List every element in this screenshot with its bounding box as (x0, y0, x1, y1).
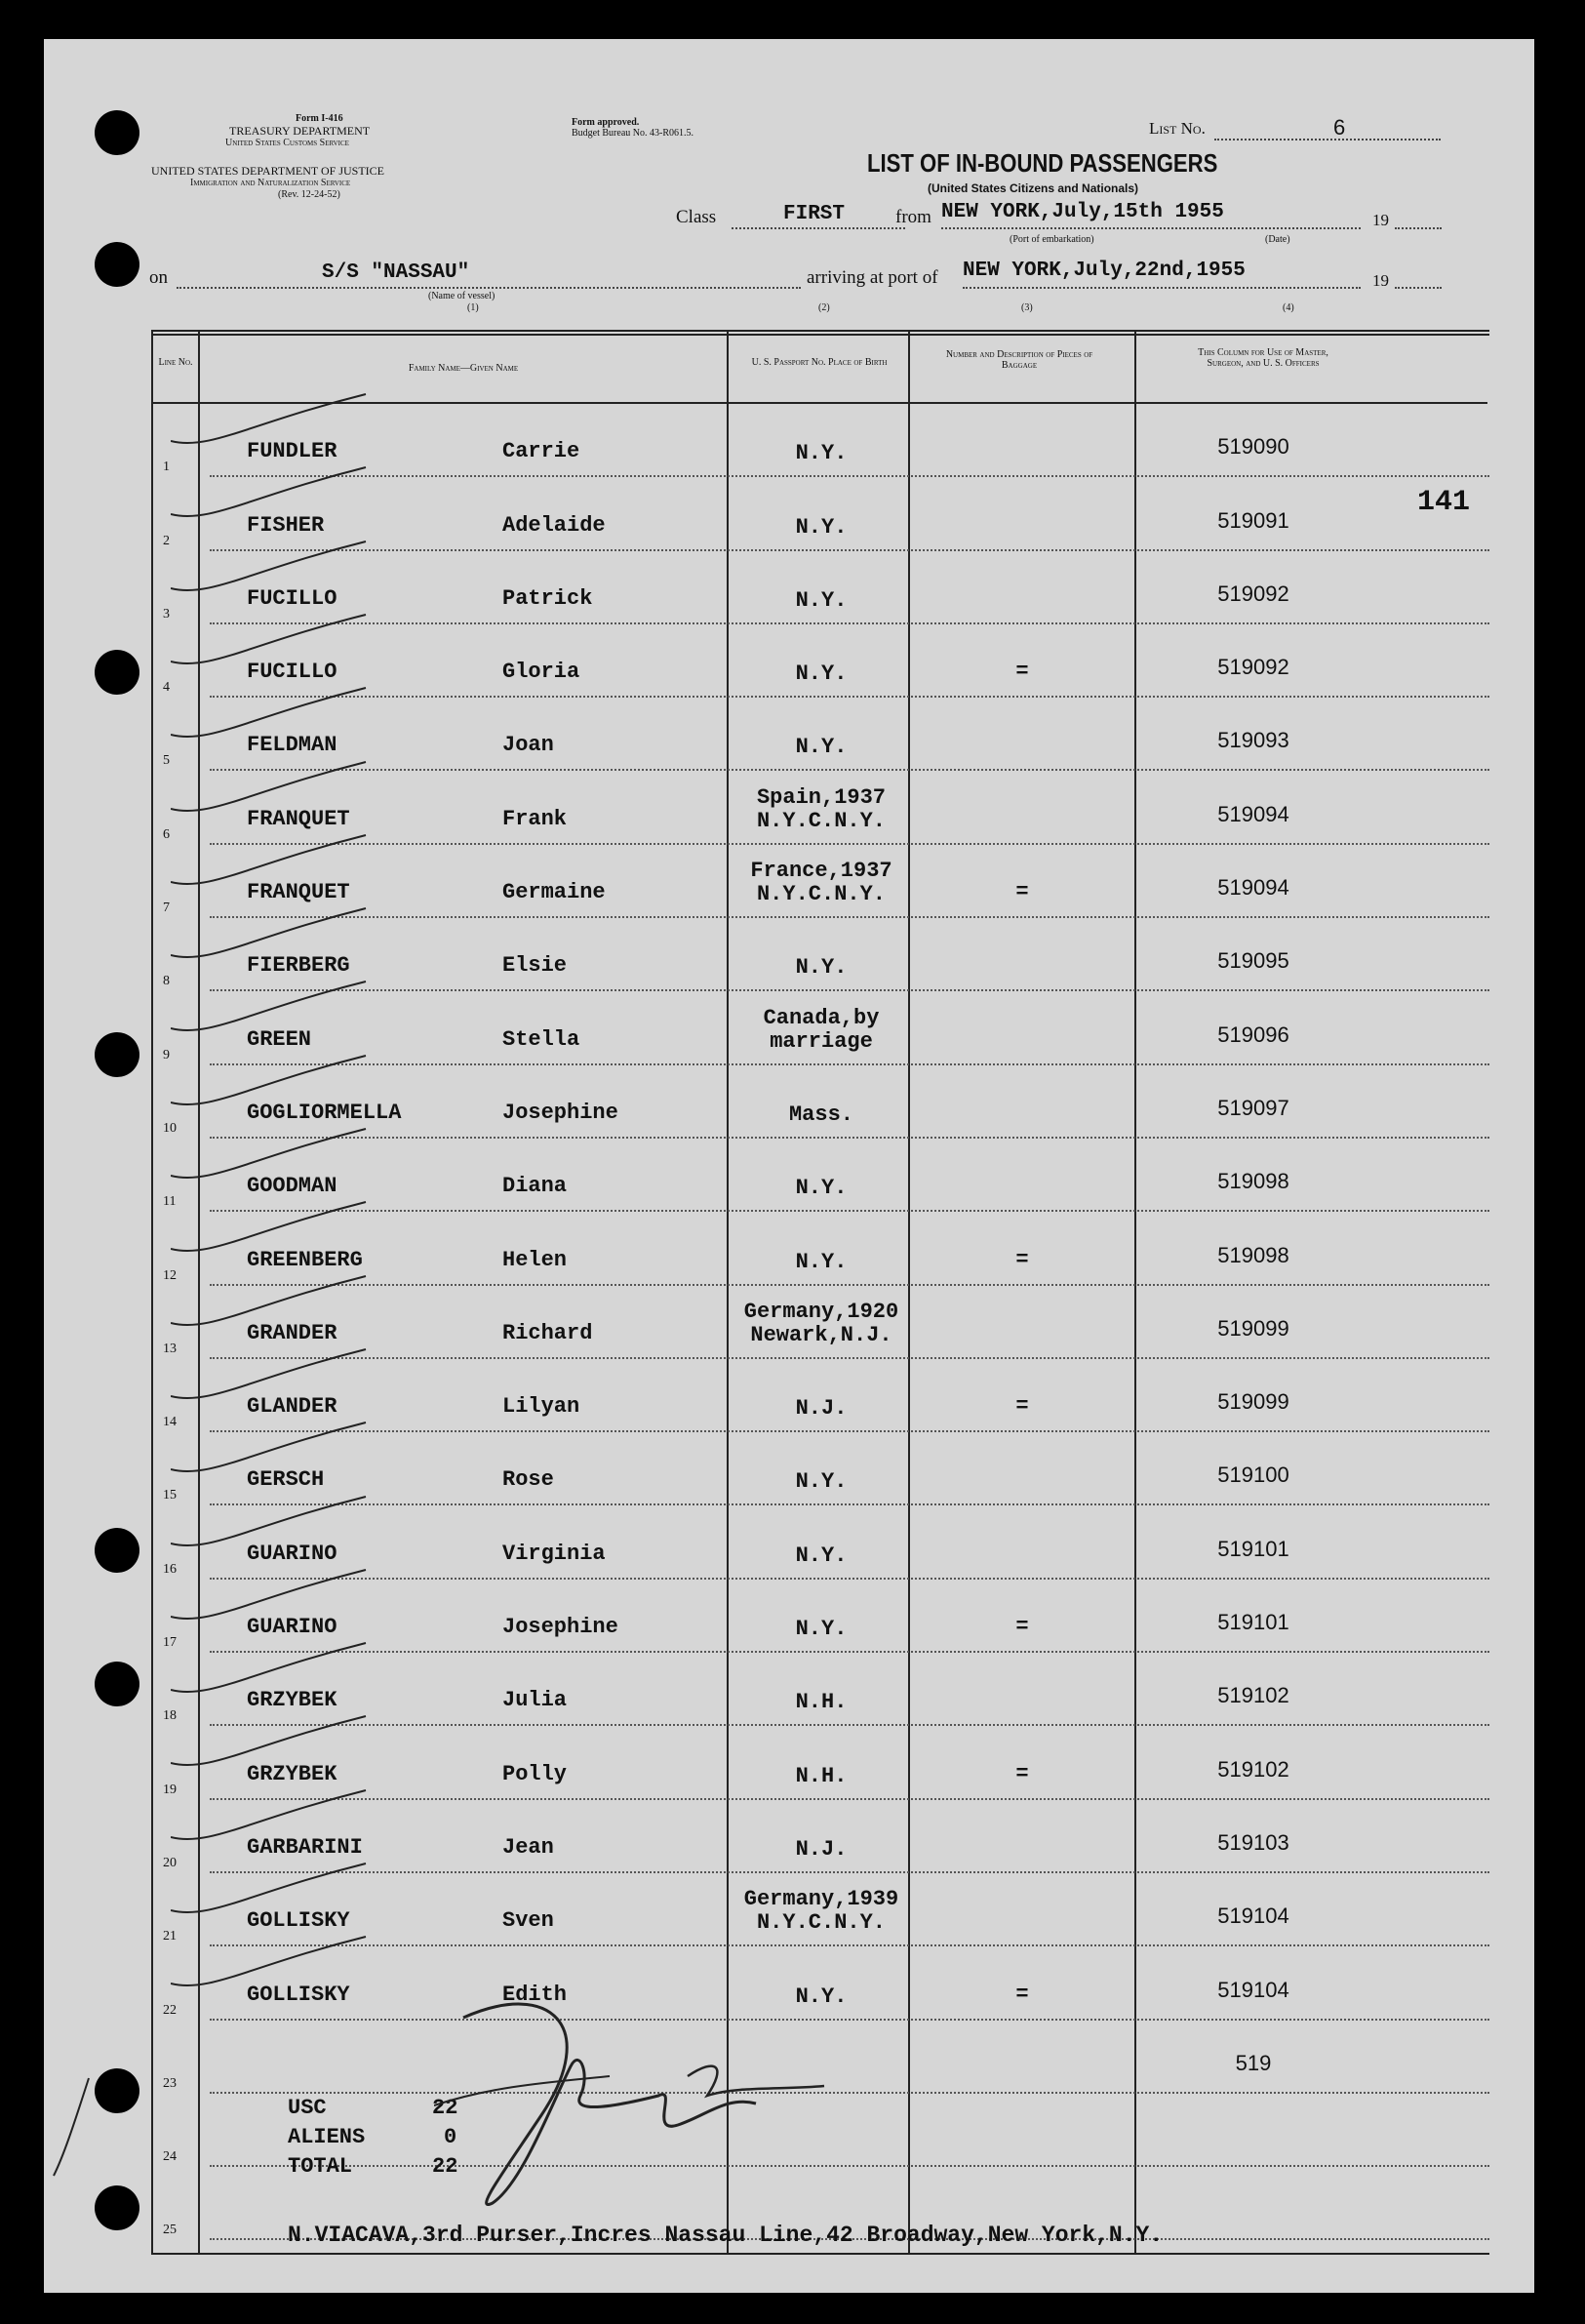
check-mark (171, 1854, 385, 1932)
col-baggage: Number and Description of Pieces of Baggage (945, 349, 1093, 371)
place-of-birth: France,1937 N.Y.C.N.Y. (750, 859, 892, 907)
check-mark (171, 752, 385, 830)
place-of-birth: N.Y. (795, 514, 848, 540)
check-mark (171, 899, 385, 977)
given-name: Helen (502, 1247, 568, 1272)
family-name: GUARINO (247, 1615, 337, 1640)
officer-number: 519100 (1217, 1463, 1289, 1488)
given-name: Sven (502, 1908, 554, 1934)
given-name: Richard (502, 1320, 593, 1345)
officer-number: 519102 (1217, 1683, 1289, 1708)
ins-service: Immigration and Naturalization Service (190, 178, 351, 188)
total-count: 22 (432, 2154, 458, 2179)
col-officers: This Column for Use of Master, Surgeon, and U. S. Officers (1198, 347, 1328, 369)
line-number: 25 (163, 2223, 177, 2238)
index-3: (3) (1021, 302, 1033, 313)
check-mark (171, 1781, 385, 1859)
place-of-birth: N.H. (795, 1690, 848, 1715)
line-number: 8 (163, 974, 170, 989)
place-of-birth: N.Y. (795, 1469, 848, 1495)
place-of-birth: N.Y. (795, 587, 848, 613)
family-name: GLANDER (247, 1394, 337, 1420)
check-mark (171, 1927, 385, 2005)
family-name: FRANQUET (247, 806, 350, 831)
place-of-birth: Spain,1937 N.Y.C.N.Y. (756, 784, 887, 833)
officer-number: 519093 (1217, 728, 1289, 753)
family-name: FISHER (247, 512, 325, 538)
given-name: Adelaide (502, 512, 606, 538)
page-title: LIST OF IN-BOUND PASSENGERS (867, 148, 1218, 178)
given-name: Joan (502, 733, 554, 758)
line-number: 21 (163, 1929, 177, 1944)
check-mark (171, 1046, 385, 1124)
family-name: GOLLISKY (247, 1908, 350, 1934)
family-name: GOLLISKY (247, 1982, 350, 2007)
officer-number: 519 (1235, 2050, 1272, 2075)
given-name: Lilyan (502, 1394, 580, 1420)
line-number: 19 (163, 1782, 177, 1797)
line-number: 2 (163, 533, 170, 548)
given-name: Virginia (502, 1541, 606, 1566)
place-of-birth: N.J. (795, 1396, 848, 1422)
check-mark (171, 1192, 385, 1270)
officer-number: 519104 (1217, 1977, 1289, 2002)
check-mark (171, 458, 385, 536)
place-of-birth: N.Y. (795, 1983, 848, 2009)
class-value: FIRST (783, 203, 846, 225)
given-name: Polly (502, 1761, 568, 1786)
given-name: Edith (502, 1982, 568, 2007)
given-name: Gloria (502, 660, 580, 685)
customs-service: United States Customs Service (225, 138, 349, 148)
family-name: GREENBERG (247, 1247, 363, 1272)
arriving-value: NEW YORK,July,22nd,1955 (963, 260, 1246, 282)
line-number: 6 (163, 826, 170, 842)
check-mark (171, 605, 385, 683)
punch-hole (95, 650, 139, 695)
line-number: 7 (163, 901, 170, 916)
check-mark (171, 1560, 385, 1638)
arriving-label: arriving at port of (807, 267, 938, 288)
handwritten-signature (434, 1988, 883, 2242)
family-name: GRANDER (247, 1320, 337, 1345)
index-2: (2) (818, 302, 830, 313)
punch-hole (95, 1528, 139, 1573)
family-name: GRZYBEK (247, 1761, 337, 1786)
place-of-birth: N.Y. (795, 1543, 848, 1568)
line-number: 10 (163, 1120, 177, 1136)
family-name: GERSCH (247, 1467, 325, 1493)
check-mark (171, 1340, 385, 1418)
officer-number: 519094 (1217, 801, 1289, 826)
punch-hole (95, 242, 139, 287)
aliens-count: 0 (444, 2125, 457, 2149)
line-number: 1 (163, 460, 170, 475)
col-name: Family Name—Given Name (408, 363, 519, 374)
check-mark (171, 532, 385, 610)
line-number: 18 (163, 1708, 177, 1724)
family-name: GUARINO (247, 1541, 337, 1566)
place-of-birth: N.Y. (795, 661, 848, 687)
baggage-mark: = (1015, 1761, 1029, 1786)
family-name: FELDMAN (247, 733, 337, 758)
date-note: (Date) (1265, 234, 1290, 245)
officer-number: 519095 (1217, 948, 1289, 974)
check-mark (171, 972, 385, 1050)
given-name: Frank (502, 806, 568, 831)
line-number: 14 (163, 1415, 177, 1430)
officer-number: 519099 (1217, 1315, 1289, 1341)
line-number: 13 (163, 1341, 177, 1356)
place-of-birth: N.Y. (795, 1617, 848, 1642)
officer-number: 519096 (1217, 1022, 1289, 1047)
officer-number: 519098 (1217, 1169, 1289, 1194)
given-name: Jean (502, 1834, 554, 1860)
line-number: 11 (163, 1194, 177, 1210)
baggage-mark: = (1015, 1982, 1029, 2007)
line-number: 20 (163, 1855, 177, 1870)
line-number: 16 (163, 1561, 177, 1577)
officer-number: 519092 (1217, 581, 1289, 606)
aliens-label: ALIENS (288, 2125, 366, 2149)
officer-number: 519097 (1217, 1095, 1289, 1120)
place-of-birth: Canada,by marriage (763, 1005, 880, 1054)
officer-number: 519099 (1217, 1389, 1289, 1415)
list-no-label: List No. (1149, 119, 1206, 138)
place-of-birth: Germany,1939 N.Y.C.N.Y. (743, 1887, 899, 1936)
punch-hole (95, 1662, 139, 1706)
given-name: Carrie (502, 439, 580, 464)
family-name: GREEN (247, 1026, 312, 1052)
officer-number: 519102 (1217, 1756, 1289, 1782)
baggage-mark: = (1015, 1394, 1029, 1420)
port-embark-note: (Port of embarkation) (1010, 234, 1094, 245)
given-name: Diana (502, 1174, 568, 1199)
baggage-mark: = (1015, 660, 1029, 685)
family-name: FUCILLO (247, 585, 337, 611)
page-stamp: 141 (1417, 486, 1471, 519)
check-mark (171, 1119, 385, 1197)
check-mark (171, 1633, 385, 1711)
baggage-mark: = (1015, 1615, 1029, 1640)
given-name: Stella (502, 1026, 580, 1052)
officer-number: 519092 (1217, 655, 1289, 680)
line-number: 4 (163, 680, 170, 696)
given-name: Patrick (502, 585, 593, 611)
officer-number: 519104 (1217, 1903, 1289, 1929)
year-suffix: 19 (1372, 211, 1389, 229)
place-of-birth: N.Y. (795, 1176, 848, 1201)
check-mark (171, 1266, 385, 1344)
place-of-birth: N.J. (795, 1836, 848, 1862)
line-number: 9 (163, 1047, 170, 1062)
family-name: GRZYBEK (247, 1688, 337, 1713)
family-name: FUCILLO (247, 660, 337, 685)
place-of-birth: N.Y. (795, 955, 848, 981)
punch-hole (95, 110, 139, 155)
line-number: 22 (163, 2002, 177, 2018)
officer-number: 519098 (1217, 1242, 1289, 1267)
line-number: 3 (163, 606, 170, 621)
margin-mark (44, 2068, 112, 2185)
given-name: Julia (502, 1688, 568, 1713)
place-of-birth: Mass. (788, 1102, 853, 1127)
punch-hole (95, 1032, 139, 1077)
place-of-birth: N.Y. (795, 1249, 848, 1274)
place-of-birth: N.H. (795, 1763, 848, 1788)
line-number: 15 (163, 1488, 177, 1503)
check-mark (171, 1487, 385, 1565)
index-1: (1) (467, 302, 479, 313)
usc-count: 22 (432, 2096, 458, 2120)
usc-label: USC (288, 2096, 327, 2120)
year-suffix-2: 19 (1372, 271, 1389, 290)
col-line-no: Line No. (158, 357, 193, 368)
budget-bureau: Budget Bureau No. 43-R061.5. (572, 128, 693, 139)
place-of-birth: N.Y. (795, 441, 848, 466)
line-number: 17 (163, 1635, 177, 1651)
from-value: NEW YORK,July,15th 1955 (941, 201, 1224, 223)
index-4: (4) (1283, 302, 1294, 313)
punch-hole (95, 2185, 139, 2230)
manifest-sheet (44, 39, 1534, 2293)
vessel-name: S/S "NASSAU" (322, 261, 470, 284)
line-number: 5 (163, 753, 170, 769)
treasury-dept: TREASURY DEPARTMENT (229, 124, 371, 138)
officer-number: 519091 (1217, 507, 1289, 533)
officer-number: 519090 (1217, 434, 1289, 460)
place-of-birth: N.Y. (795, 735, 848, 760)
revision: (Rev. 12-24-52) (278, 189, 340, 200)
form-number: Form I-416 (296, 113, 343, 124)
check-mark (171, 825, 385, 903)
officer-number: 519103 (1217, 1829, 1289, 1855)
line-number: 24 (163, 2149, 177, 2165)
check-mark (171, 1706, 385, 1784)
family-name: GOGLIORMELLA (247, 1100, 402, 1125)
officer-number: 519101 (1217, 1536, 1289, 1561)
page-subtitle: (United States Citizens and Nationals) (928, 181, 1139, 195)
check-mark (171, 678, 385, 756)
given-name: Rose (502, 1467, 554, 1493)
list-no-value: 6 (1333, 115, 1346, 140)
officer-number: 519101 (1217, 1610, 1289, 1635)
family-name: FIERBERG (247, 953, 350, 979)
line-number: 12 (163, 1267, 177, 1283)
family-name: GOODMAN (247, 1174, 337, 1199)
officer-number: 519094 (1217, 875, 1289, 901)
given-name: Josephine (502, 1100, 618, 1125)
check-mark (171, 1413, 385, 1491)
given-name: Germaine (502, 880, 606, 905)
family-name: FRANQUET (247, 880, 350, 905)
col-passport: U. S. Passport No. Place of Birth (751, 357, 888, 368)
passenger-table (151, 330, 1489, 2255)
form-approved: Form approved. (572, 117, 640, 128)
on-label: on (149, 267, 168, 288)
given-name: Josephine (502, 1615, 618, 1640)
check-mark (171, 384, 385, 462)
family-name: GARBARINI (247, 1834, 363, 1860)
class-label: Class (676, 207, 717, 227)
given-name: Elsie (502, 953, 568, 979)
justice-dept: UNITED STATES DEPARTMENT OF JUSTICE (151, 164, 385, 178)
place-of-birth: Germany,1920 Newark,N.J. (743, 1299, 899, 1347)
line-number: 23 (163, 2075, 177, 2091)
family-name: FUNDLER (247, 439, 337, 464)
purser-signature-line: N.VIACAVA,3rd Purser,Incres Nassau Line,42 Broadway,New York,N.Y. (288, 2223, 1164, 2248)
baggage-mark: = (1015, 880, 1029, 905)
baggage-mark: = (1015, 1247, 1029, 1272)
vessel-note: (Name of vessel) (428, 291, 495, 301)
total-label: TOTAL (288, 2154, 353, 2179)
from-label: from (895, 207, 931, 227)
